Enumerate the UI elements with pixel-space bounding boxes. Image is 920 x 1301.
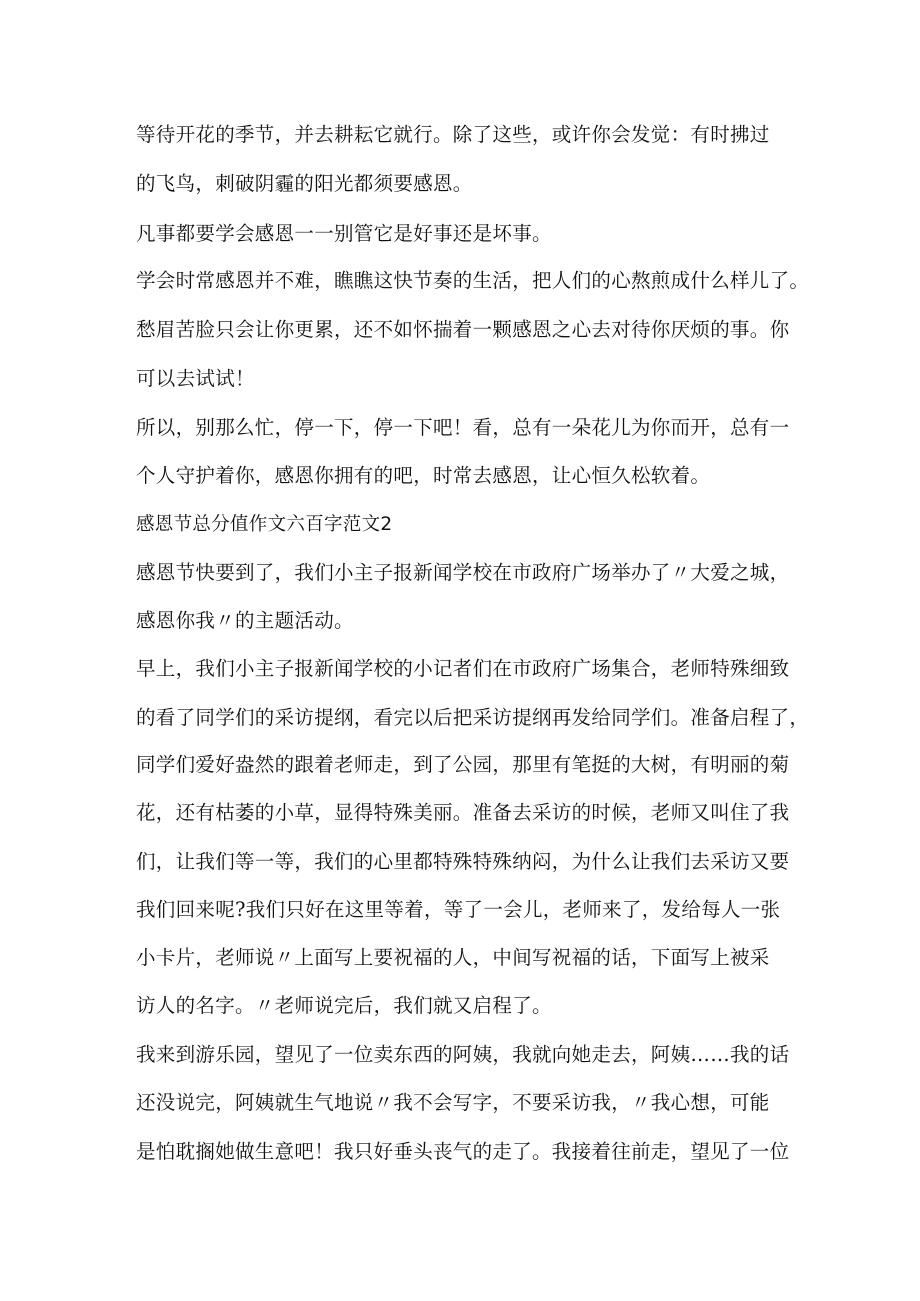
text-line: 凡事都要学会感恩一一别管它是好事还是坏事。 [136,222,552,245]
text-line: 早上，我们小主子报新闻学校的小记者们在市政府广场集合，老师特殊细致 [136,657,790,680]
text-line: 个人守护着你，感恩你拥有的吧，时常去感恩，让心恒久松软着。 [136,464,711,487]
text-line: 等待开花的季节，并去耕耘它就行。除了这些，或许你会发觉：有时拂过 [136,123,770,146]
text-line: 们，让我们等一等，我们的心里都特殊特殊纳闷，为什么让我们去采访又要 [136,850,790,873]
text-line: 所以，别那么忙，停一下，停一下吧！看，总有一朵花儿为你而开，总有一 [136,416,790,439]
text-line: 的飞鸟，刺破阴霾的阳光都须要感恩。 [136,172,473,195]
text-line: 花，还有枯萎的小草，显得特殊美丽。准备去采访的时候，老师又叫住了我 [136,801,790,824]
text-line: 可以去试试！ [136,367,255,390]
text-line: 感恩你我〃的主题活动。 [136,609,354,632]
text-line: 访人的名字。〃老师说完后，我们就又启程了。 [136,994,552,1017]
text-line: 愁眉苦脸只会让你更累，还不如怀揣着一颗感恩之心去对待你厌烦的事。你 [136,318,790,341]
text-line: 我来到游乐园，望见了一位卖东西的阿姨，我就向她走去，阿姨……我的话 [136,1043,790,1066]
text-line: 学会时常感恩并不难，瞧瞧这快节奏的生活，把人们的心熬煎成什么样儿了。 [136,269,810,292]
text-line: 是怕耽搁她做生意吧！我只好垂头丧气的走了。我接着往前走，望见了一位 [136,1140,790,1163]
text-line: 小卡片，老师说〃上面写上要祝福的人，中间写祝福的话，下面写上被采 [136,946,770,969]
text-line: 还没说完，阿姨就生气地说〃我不会写字，不要采访我，〃我心想，可能 [136,1091,770,1114]
text-line: 的看了同学们的采访提纲，看完以后把采访提纲再发给同学们。准备启程了， [136,706,810,729]
section-heading: 感恩节总分值作文六百字范文2 [136,514,393,535]
text-line: 感恩节快要到了，我们小主子报新闻学校在市政府广场举办了〃大爱之城， [136,561,790,584]
text-line: 同学们爱好盎然的跟着老师走，到了公园，那里有笔挺的大树，有明丽的菊 [136,753,790,776]
text-line: 我们回来呢?我们只好在这里等着，等了一会儿，老师来了，发给每人一张 [136,898,781,921]
